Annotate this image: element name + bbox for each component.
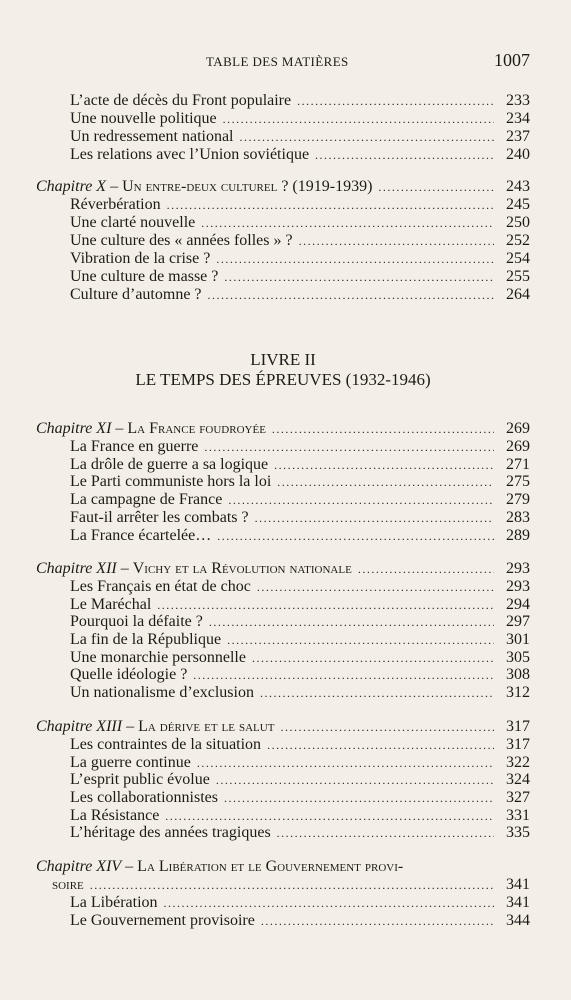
entry-label: Une culture de masse ? <box>70 268 219 285</box>
entry-page: 279 <box>506 491 530 508</box>
chapter-label: Chapitre X <box>36 178 107 195</box>
toc-entry <box>36 456 530 474</box>
entry-label: La campagne de France <box>70 491 223 508</box>
toc-entry <box>36 754 530 772</box>
entry-label: L’acte de décès du Front populaire <box>70 92 292 109</box>
entry-page: 233 <box>506 92 530 109</box>
entry-label: Réverbération <box>70 196 161 213</box>
leader-dots <box>267 736 494 754</box>
entry-page: 234 <box>506 110 530 127</box>
leader-dots <box>167 196 494 214</box>
book-title: LE TEMPS DES ÉPREUVES (1932-1946) <box>135 370 431 389</box>
entry-page: 245 <box>506 196 530 213</box>
entry-label: Le Gouvernement provisoire <box>70 912 255 929</box>
leader-dots <box>197 754 494 772</box>
leader-dots <box>217 527 494 545</box>
entry-page: 294 <box>506 596 530 613</box>
entry-label: Le Maréchal <box>70 596 152 613</box>
chapter-entry: Chapitre XIII – La dérive et le salut ..... 317 <box>36 718 530 736</box>
leader-dots <box>157 596 494 614</box>
leader-dots <box>90 876 494 894</box>
leader-dots <box>216 771 494 789</box>
entry-page: 237 <box>506 128 530 145</box>
entry-label: La France en guerre <box>70 438 199 455</box>
leader-dots <box>315 146 494 164</box>
chapter-title: La dérive et le salut <box>138 718 275 735</box>
leader-dots <box>358 560 494 578</box>
entry-label: La fin de la République <box>70 631 222 648</box>
toc-entry <box>36 912 530 930</box>
toc-entry <box>36 596 530 614</box>
chapter-page: 317 <box>506 718 530 735</box>
leader-dots <box>224 268 494 286</box>
leader-dots <box>201 214 494 232</box>
leader-dots <box>240 128 495 146</box>
toc-entry <box>36 232 530 250</box>
leader-dots <box>260 684 494 702</box>
leader-dots <box>208 286 494 304</box>
toc-entry <box>36 527 530 545</box>
entry-label: Quelle idéologie ? <box>70 666 188 683</box>
entry-label: Pourquoi la défaite ? <box>70 613 203 630</box>
leader-dots <box>261 912 494 930</box>
toc-entry <box>36 509 530 527</box>
toc-entry <box>36 268 530 286</box>
entry-page: 240 <box>506 146 530 163</box>
entry-page: 344 <box>506 912 530 929</box>
toc-entry <box>36 438 530 456</box>
entry-page: 308 <box>506 666 530 683</box>
chapter-title: La Libération et le Gouvernement provi- <box>137 858 404 875</box>
toc-entry <box>36 894 530 912</box>
entry-page: 331 <box>506 807 530 824</box>
toc-entry <box>36 473 530 491</box>
toc-entry <box>36 736 530 754</box>
entry-page: 317 <box>506 736 530 753</box>
entry-label: Le Parti communiste hors la loi <box>70 473 272 490</box>
entry-page: 335 <box>506 824 530 841</box>
entry-label: Une nouvelle politique <box>70 110 217 127</box>
entry-label: Vibration de la crise ? <box>70 250 211 267</box>
toc-entry <box>36 250 530 268</box>
leader-dots <box>223 110 494 128</box>
leader-dots <box>228 491 494 509</box>
chapter-label: Chapitre XIV <box>36 858 122 875</box>
leader-dots <box>224 789 494 807</box>
entry-page: 271 <box>506 456 530 473</box>
leader-dots <box>378 178 494 196</box>
entry-label: L’esprit public évolue <box>70 771 210 788</box>
toc-entry <box>36 613 530 631</box>
chapter-entry: Chapitre X – Un entre-deux culturel ? (1919-1939) ..... 243 <box>36 178 530 196</box>
toc-entry <box>36 196 530 214</box>
entry-page: 254 <box>506 250 530 267</box>
entry-label: L’héritage des années tragiques <box>70 824 271 841</box>
entry-page: 269 <box>506 438 530 455</box>
entry-page: 297 <box>506 613 530 630</box>
entry-page: 327 <box>506 789 530 806</box>
entry-page: 275 <box>506 473 530 490</box>
chapter-label: Chapitre XIII <box>36 718 123 735</box>
entry-page: 252 <box>506 232 530 249</box>
toc-entry <box>36 92 530 110</box>
entry-label: Les contraintes de la situation <box>70 736 262 753</box>
leader-dots <box>274 456 494 474</box>
entry-label: Les relations avec l’Union soviétique <box>70 146 310 163</box>
chapter-entry: Chapitre XII – Vichy et la Révolution nationale ..... 293 <box>36 560 530 578</box>
entry-page: 255 <box>506 268 530 285</box>
chapter-title: Un entre-deux culturel ? (1919-1939) <box>122 178 373 195</box>
chapter-entry: Chapitre XI – La France foudroyée ..... 269 <box>36 420 530 438</box>
entry-label: Un nationalisme d’exclusion <box>70 684 254 701</box>
chapter-entry-continued <box>36 876 530 894</box>
toc-entry <box>36 824 530 842</box>
leader-dots <box>299 232 494 250</box>
toc-entry <box>36 286 530 304</box>
chapter-title-continued: soire <box>52 876 84 893</box>
leader-dots <box>227 631 494 649</box>
leader-dots <box>297 92 494 110</box>
toc-entry <box>36 128 530 146</box>
entry-label: La guerre continue <box>70 754 191 771</box>
toc-entry <box>36 666 530 684</box>
chapter-title: La France foudroyée <box>127 420 266 437</box>
toc-entry <box>36 214 530 232</box>
toc-entry <box>36 649 530 667</box>
entry-label: La Résistance <box>70 807 160 824</box>
toc-entry <box>36 491 530 509</box>
entry-label: Culture d’automne ? <box>70 286 202 303</box>
toc-entry <box>36 807 530 825</box>
page-number: 1007 <box>494 50 530 70</box>
chapter-label: Chapitre XI <box>36 420 112 437</box>
toc-entry <box>36 146 530 164</box>
entry-page: 289 <box>506 527 530 544</box>
leader-dots <box>193 666 494 684</box>
entry-page: 301 <box>506 631 530 648</box>
entry-page: 283 <box>506 509 530 526</box>
leader-dots <box>209 613 494 631</box>
toc-entry <box>36 684 530 702</box>
entry-label: Faut-il arrêter les combats ? <box>70 509 249 526</box>
leader-dots <box>277 824 494 842</box>
toc-entry <box>36 631 530 649</box>
entry-label: La France écartelée… <box>70 527 212 544</box>
leader-dots <box>257 578 494 596</box>
toc-entry <box>36 578 530 596</box>
entry-page: 250 <box>506 214 530 231</box>
chapter-entry: Chapitre XIV – La Libération et le Gouvernement provi- <box>36 858 404 875</box>
entry-label: Une culture des « années folles » ? <box>70 232 293 249</box>
chapter-title: Vichy et la Révolution nationale <box>132 560 352 577</box>
chapter-page: 243 <box>506 178 530 195</box>
entry-page: 264 <box>506 286 530 303</box>
entry-page: 324 <box>506 771 530 788</box>
entry-label: Les Français en état de choc <box>70 578 251 595</box>
leader-dots <box>255 509 494 527</box>
chapter-page: 341 <box>506 876 530 893</box>
leader-dots <box>252 649 494 667</box>
leader-dots <box>164 894 494 912</box>
entry-page: 341 <box>506 894 530 911</box>
book-number: LIVRE II <box>250 350 316 369</box>
leader-dots <box>277 473 494 491</box>
entry-page: 305 <box>506 649 530 666</box>
toc-entry <box>36 110 530 128</box>
leader-dots <box>165 807 494 825</box>
entry-label: La Libération <box>70 894 158 911</box>
entry-page: 293 <box>506 578 530 595</box>
leader-dots <box>216 250 494 268</box>
leader-dots <box>272 420 494 438</box>
toc-entry <box>36 789 530 807</box>
leader-dots <box>204 438 494 456</box>
chapter-page: 269 <box>506 420 530 437</box>
entry-page: 312 <box>506 684 530 701</box>
toc-entry <box>36 771 530 789</box>
entry-label: La drôle de guerre a sa logique <box>70 456 269 473</box>
chapter-page: 293 <box>506 560 530 577</box>
chapter-label: Chapitre XII <box>36 560 117 577</box>
leader-dots <box>280 718 494 736</box>
entry-page: 322 <box>506 754 530 771</box>
entry-label: Un redressement national <box>70 128 234 145</box>
entry-label: Une monarchie personnelle <box>70 649 246 666</box>
running-title: TABLE DES MATIÈRES <box>206 54 349 69</box>
entry-label: Une clarté nouvelle <box>70 214 196 231</box>
entry-label: Les collaborationnistes <box>70 789 218 806</box>
page-header <box>36 50 530 74</box>
